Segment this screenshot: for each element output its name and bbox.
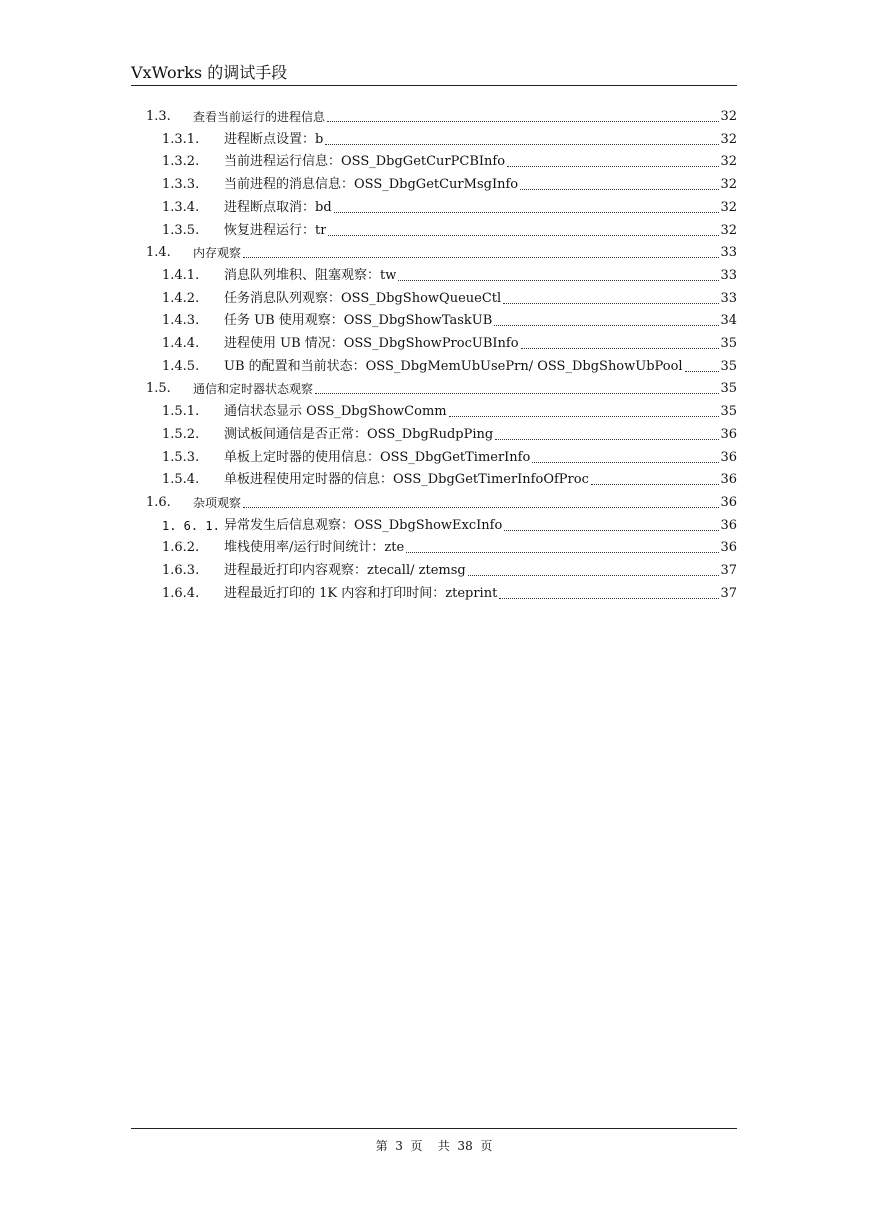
toc-entry-title: 通信和定时器状态观察 [193,382,314,397]
toc-entry[interactable] [162,267,737,285]
toc-entry-title: 当前进程的消息信息：OSS_DbgGetCurMsgInfo [224,177,519,193]
toc-entry-number: 1.4.2. [162,290,200,306]
toc-entry-page: 32 [720,222,737,238]
toc-entry-number: 1.6.3. [162,563,200,578]
toc-entry[interactable] [162,585,737,603]
toc-entry[interactable] [162,153,737,171]
toc-entry-page: 36 [720,426,737,442]
footer-divider [131,1128,737,1129]
toc-entry-page: 32 [720,177,737,193]
toc-entry-title: 进程最近打印内容观察：ztecall/ ztemsg [224,563,466,578]
toc-leader-dots [243,506,719,508]
toc-entry[interactable] [146,244,737,262]
toc-entry-title: 进程使用 UB 情况：OSS_DbgShowProcUBInfo [224,336,519,351]
toc-entry-page: 34 [720,313,737,329]
toc-entry-title: 进程最近打印的 1K 内容和打印时间：zteprint [224,585,498,601]
toc-entry[interactable] [162,222,737,240]
toc-leader-dots [504,529,719,531]
toc-entry[interactable] [162,539,737,557]
toc-entry[interactable] [146,494,737,512]
toc-leader-dots [499,597,719,599]
toc-leader-dots [315,392,719,394]
toc-leader-dots [328,234,719,236]
toc-entry-page: 36 [720,517,737,533]
toc-leader-dots [325,143,719,145]
toc-entry-number: 1.3.5. [162,222,200,238]
toc-entry-number: 1.5. [146,381,171,397]
toc-entry[interactable] [146,380,737,398]
toc-leader-dots [243,256,719,258]
toc-leader-dots [449,415,720,417]
toc-entry-number: 1.5.2. [162,426,200,442]
toc-entry[interactable] [162,426,737,444]
toc-entry-page: 33 [720,290,737,306]
toc-entry[interactable] [162,449,737,467]
toc-entry-page: 37 [720,585,737,601]
toc-entry-number: 1.6. [146,494,171,510]
toc-entry[interactable] [162,335,737,353]
toc-entry[interactable] [162,131,737,149]
toc-leader-dots [327,120,719,122]
toc-leader-dots [468,574,720,576]
toc-entry-title: 当前进程运行信息：OSS_DbgGetCurPCBInfo [224,154,506,170]
toc-entry-number: 1.4.3. [162,313,200,329]
toc-entry-number: 1.4.4. [162,336,200,351]
toc-entry-title: 通信状态显示 OSS_DbgShowComm [224,404,447,420]
toc-entry-page: 35 [720,381,737,397]
toc-entry-page: 36 [720,472,737,488]
toc-entry[interactable] [162,403,737,421]
toc-entry-page: 35 [720,336,737,351]
toc-entry-number: 1.4. [146,245,171,261]
toc-entry-page: 32 [720,199,737,215]
document-header-title: VxWorks 的调试手段 [131,63,288,82]
toc-entry-title: 堆栈使用率/运行时间统计：zte [224,540,405,556]
toc-leader-dots [520,188,719,190]
toc-entry-title: 单板进程使用定时器的信息：OSS_DbgGetTimerInfoOfProc [224,472,589,488]
toc-leader-dots [334,211,720,213]
toc-entry-number: 1.4.1. [162,267,200,283]
toc-entry-number: 1.3.2. [162,154,200,170]
toc-entry-page: 32 [720,154,737,170]
toc-entry-number: 1.4.5. [162,358,200,374]
toc-entry-title: 异常发生后信息观察：OSS_DbgShowExcInfo [224,517,503,533]
toc-entry-title: UB 的配置和当前状态：OSS_DbgMemUbUsePrn/ OSS_DbgShowUbPool [224,358,683,374]
toc-entry-number: 1. 6. 1. [162,518,220,533]
toc-entry-number: 1.6.4. [162,585,200,601]
toc-entry-page: 32 [720,131,737,147]
toc-leader-dots [532,461,719,463]
toc-leader-dots [591,483,720,485]
toc-entry[interactable] [146,108,737,126]
toc-entry-number: 1.5.3. [162,449,200,465]
toc-entry[interactable] [162,358,737,376]
toc-entry-page: 36 [720,494,737,510]
toc-entry-title: 测试板间通信是否正常：OSS_DbgRudpPing [224,426,494,442]
toc-entry-number: 1.5.1. [162,404,200,420]
toc-entry[interactable] [162,176,737,194]
toc-entry[interactable] [162,517,737,535]
toc-entry-page: 33 [720,267,737,283]
toc-entry-title: 进程断点设置：b [224,131,324,147]
header-divider [131,85,737,86]
toc-entry-number: 1.6.2. [162,540,200,556]
toc-entry-title: 恢复进程运行：tr [224,222,327,238]
toc-leader-dots [406,551,719,553]
toc-leader-dots [685,370,720,372]
toc-entry-page: 35 [720,404,737,420]
toc-entry[interactable] [162,471,737,489]
toc-entry[interactable] [162,562,737,580]
toc-leader-dots [398,279,719,281]
toc-entry-page: 36 [720,540,737,556]
toc-entry[interactable] [162,290,737,308]
toc-entry-title: 查看当前运行的进程信息 [193,110,326,124]
toc-entry-title: 进程断点取消：bd [224,199,332,215]
toc-entry-title: 任务 UB 使用观察：OSS_DbgShowTaskUB [224,313,493,329]
toc-leader-dots [495,438,719,440]
toc-entry[interactable] [162,199,737,217]
toc-entry-number: 1.5.4. [162,472,200,488]
toc-entry[interactable] [162,312,737,330]
toc-leader-dots [521,347,720,349]
toc-leader-dots [494,324,719,326]
toc-leader-dots [503,302,719,304]
toc-entry-title: 内存观察 [193,246,242,261]
toc-entry-number: 1.3. [146,109,171,124]
toc-entry-title: 单板上定时器的使用信息：OSS_DbgGetTimerInfo [224,449,531,465]
toc-entry-title: 消息队列堆积、阻塞观察：tw [224,267,397,283]
toc-entry-title: 任务消息队列观察：OSS_DbgShowQueueCtl [224,290,502,306]
page-footer: 第 3 页 共 38 页 [375,1139,493,1153]
toc-entry-page: 33 [720,245,737,261]
toc-entry-page: 36 [720,449,737,465]
toc-entry-page: 32 [720,109,737,124]
toc-entry-title: 杂项观察 [193,495,242,510]
toc-entry-page: 35 [720,358,737,374]
toc-entry-number: 1.3.1. [162,131,200,147]
toc-entry-number: 1.3.4. [162,199,200,215]
toc-entry-page: 37 [720,563,737,578]
toc-entry-number: 1.3.3. [162,177,200,193]
toc-leader-dots [507,165,719,167]
